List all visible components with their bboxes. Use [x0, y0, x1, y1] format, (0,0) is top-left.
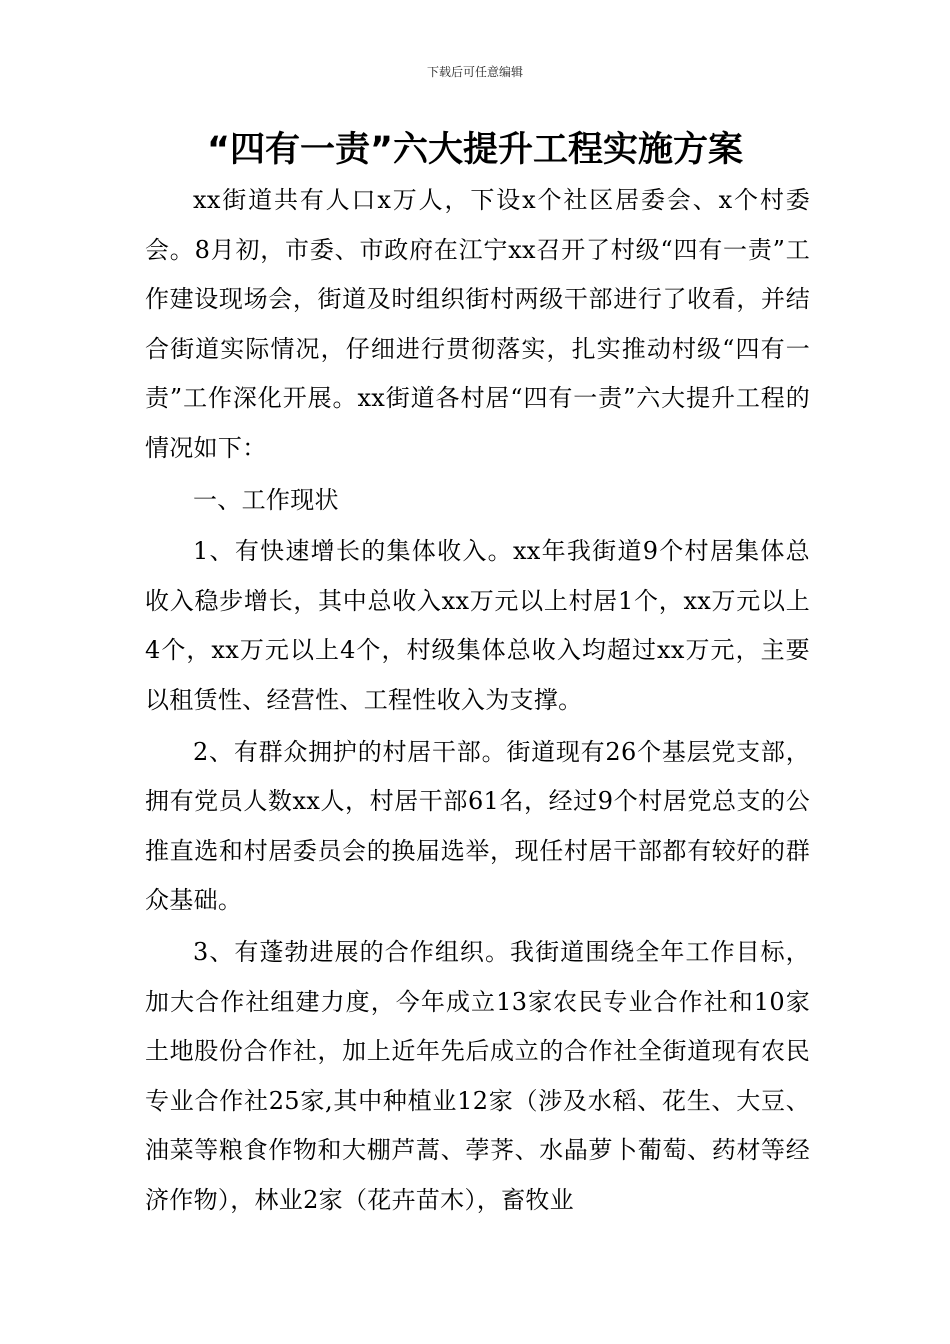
paragraph-intro: xx街道共有人口x万人，下设x个社区居委会、x个村委会。8月初，市委、市政府在江宁xx召开了村级“四有一责”工作建设现场会，街道及时组织街村两级干部进行了收看，并结合街道实际情况，仔细进行贯彻落实，扎实推动村级“四有一责”工作深化开展。xx街道各村居“四有一责”六大提升工程的情况如下： — [145, 186, 810, 462]
header-note: 下载后可任意编辑 — [426, 65, 523, 79]
paragraph-item-3: 3、有蓬勃进展的合作组织。我街道围绕全年工作目标，加大合作社组建力度，今年成立13家农民专业合作社和10家土地股份合作社，加上近年先后成立的合作社全街道现有农民专业合作社25家,其中种植业12家（涉及水稻、花生、大豆、油菜等粮食作物和大棚芦蒿、荸荠、水晶萝卜葡萄、药材等经济作物），林业2家（花卉苗木），畜牧业 — [145, 937, 810, 1214]
document-title: “四有一责”六大提升工程实施方案 — [206, 130, 743, 170]
paragraph-item-2: 2、有群众拥护的村居干部。街道现有26个基层党支部，拥有党员人数xx人，村居干部61名，经过9个村居党总支的公推直选和村居委员会的换届选举，现任村居干部都有较好的群众基础。 — [145, 737, 810, 915]
paragraph-item-1: 1、有快速增长的集体收入。xx年我街道9个村居集体总收入稳步增长，其中总收入xx万元以上村居1个，xx万元以上4个，xx万元以上4个，村级集体总收入均超过xx万元，主要以租赁性、经营性、工程性收入为支撑。 — [145, 537, 810, 714]
document-body — [145, 176, 810, 1225]
section-heading-work-status: 一、工作现状 — [193, 485, 339, 514]
